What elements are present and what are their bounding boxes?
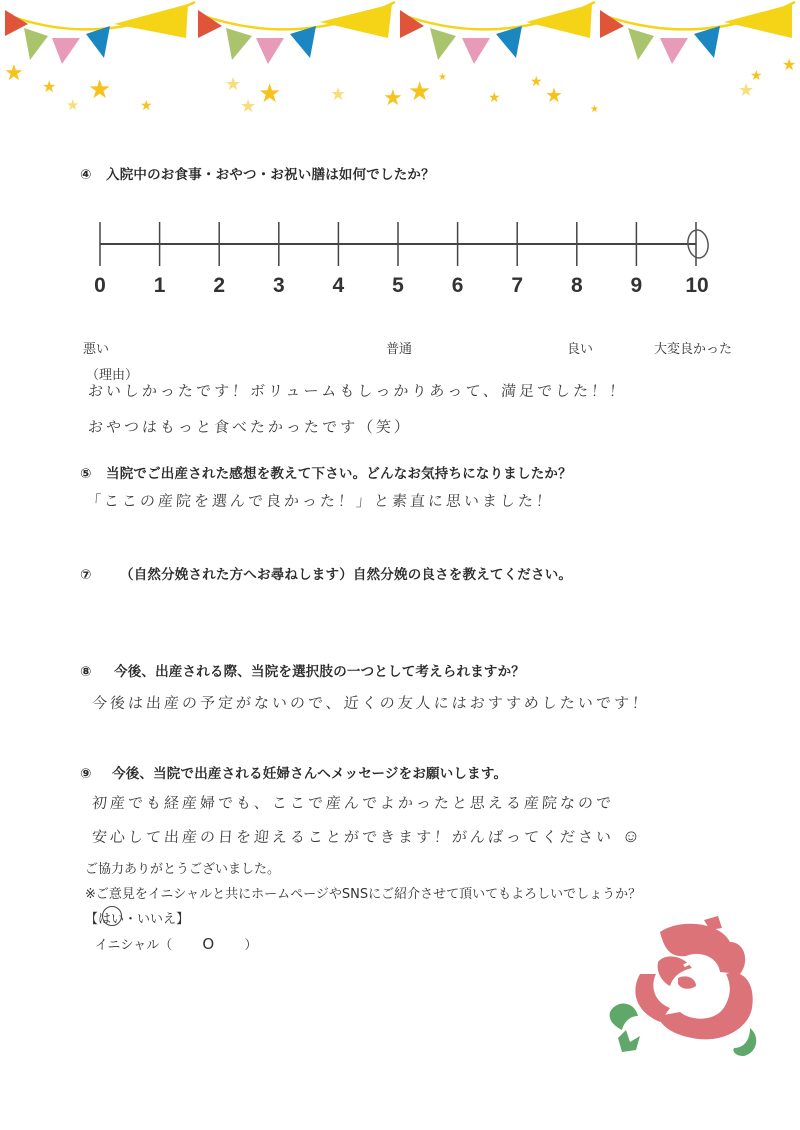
- question-number: ⑧: [80, 664, 92, 680]
- initial-label: イニシャル（: [95, 938, 173, 953]
- svg-text:★: ★: [140, 98, 153, 114]
- svg-text:★: ★: [590, 104, 599, 115]
- thanks-text: ご協力ありがとうございました。: [85, 862, 281, 877]
- question-number: ⑨: [80, 766, 92, 782]
- bracket-close: 】: [176, 912, 190, 927]
- stars: [4, 55, 796, 117]
- svg-text:★: ★: [88, 75, 112, 105]
- svg-text:★: ★: [240, 96, 257, 117]
- svg-text:★: ★: [4, 61, 24, 86]
- question-7: [80, 563, 572, 583]
- tick-3[interactable]: 3: [272, 274, 285, 297]
- svg-text:★: ★: [225, 74, 242, 95]
- question-9: [80, 762, 507, 782]
- yes-circle-mark: [102, 906, 122, 926]
- smiley-icon: ☺: [621, 826, 644, 847]
- q4-answer-line-1[interactable]: おいしかったです！ボリュームもしっかりあって、満足でした！！: [87, 382, 628, 400]
- scale-label-good: 良い: [567, 342, 594, 357]
- svg-text:★: ★: [66, 96, 80, 114]
- consent-yes-option[interactable]: はい: [98, 912, 125, 927]
- question-5: [80, 462, 572, 482]
- svg-text:★: ★: [750, 68, 763, 84]
- scale-label-very-good: 大変良かった: [654, 342, 733, 357]
- flags: [5, 4, 792, 64]
- scale-label-bad: 悪い: [83, 342, 110, 357]
- initial-close: ）: [244, 938, 258, 953]
- q9-answer-line-2[interactable]: [91, 826, 644, 847]
- svg-text:★: ★: [782, 55, 797, 74]
- svg-text:★: ★: [738, 80, 755, 101]
- tick-5[interactable]: 5: [392, 274, 404, 297]
- consent-no-option[interactable]: いいえ: [137, 912, 177, 927]
- q8-answer[interactable]: 今後は出産の予定がないので、近くの友人にはおすすめしたいです！: [91, 694, 651, 712]
- svg-text:★: ★: [530, 74, 543, 90]
- tick-6[interactable]: 6: [451, 274, 464, 297]
- svg-text:★: ★: [488, 90, 501, 106]
- svg-text:★: ★: [383, 86, 403, 111]
- scale-line: [98, 218, 718, 278]
- svg-text:★: ★: [408, 77, 432, 107]
- svg-text:★: ★: [438, 72, 447, 83]
- consent-question: ※ご意見をイニシャルと共にホームページやSNSにご紹介させて頂いてもよろしいでしょうか？: [85, 887, 642, 902]
- q4-answer-line-2[interactable]: おやつはもっと食べたかったです（笑）: [87, 418, 413, 436]
- tick-10[interactable]: 10: [685, 274, 709, 297]
- svg-text:★: ★: [330, 84, 347, 105]
- tick-0[interactable]: 0: [94, 274, 106, 297]
- rating-scale: [94, 218, 709, 308]
- question-text: 今後、出産される際、当院を選択肢の一つとして考えられますか？: [114, 664, 525, 680]
- scale-label-normal: 普通: [386, 342, 413, 357]
- question-text: 今後、当院で出産される妊婦さんへメッセージをお願いします。: [112, 766, 508, 782]
- q9-answer-text: 安心して出産の日を迎えることができます！がんばってください: [91, 828, 615, 846]
- bunting-decoration: [0, 0, 800, 140]
- question-4: [80, 163, 435, 183]
- question-text: 当院でご出産された感想を教えて下さい。どんなお気持ちになりましたか？: [106, 466, 572, 482]
- question-number: ⑤: [80, 466, 92, 482]
- reason-label: （理由）: [86, 368, 139, 383]
- bracket-open: 【: [85, 912, 99, 927]
- question-text: （自然分娩された方へお尋ねします）自然分娩の良さを教えてください。: [120, 567, 573, 583]
- rose-illustration: [600, 912, 770, 1062]
- question-number: ④: [80, 167, 92, 183]
- svg-text:★: ★: [42, 77, 57, 96]
- tick-9[interactable]: 9: [630, 274, 643, 297]
- separator: ・: [124, 912, 138, 927]
- q5-answer[interactable]: 「ここの産院を選んで良かった！」と素直に思いました！: [85, 492, 555, 510]
- q7-answer-area[interactable]: [86, 590, 706, 640]
- question-8: [80, 660, 525, 680]
- initial-field: [95, 934, 257, 953]
- svg-text:★: ★: [258, 79, 282, 109]
- tick-1[interactable]: 1: [153, 274, 166, 297]
- question-text: 入院中のお食事・おやつ・お祝い膳は如何でしたか？: [106, 167, 435, 183]
- tick-8[interactable]: 8: [570, 274, 583, 297]
- consent-options: [85, 908, 189, 927]
- tick-7[interactable]: 7: [511, 274, 524, 297]
- q9-answer-line-1[interactable]: 初産でも経産婦でも、ここで産んでよかったと思える産院なので: [91, 794, 615, 812]
- initial-value[interactable]: O: [202, 935, 215, 953]
- tick-2[interactable]: 2: [213, 274, 226, 297]
- svg-text:★: ★: [545, 83, 563, 107]
- tick-4[interactable]: 4: [332, 274, 345, 297]
- question-number: ⑦: [80, 567, 92, 583]
